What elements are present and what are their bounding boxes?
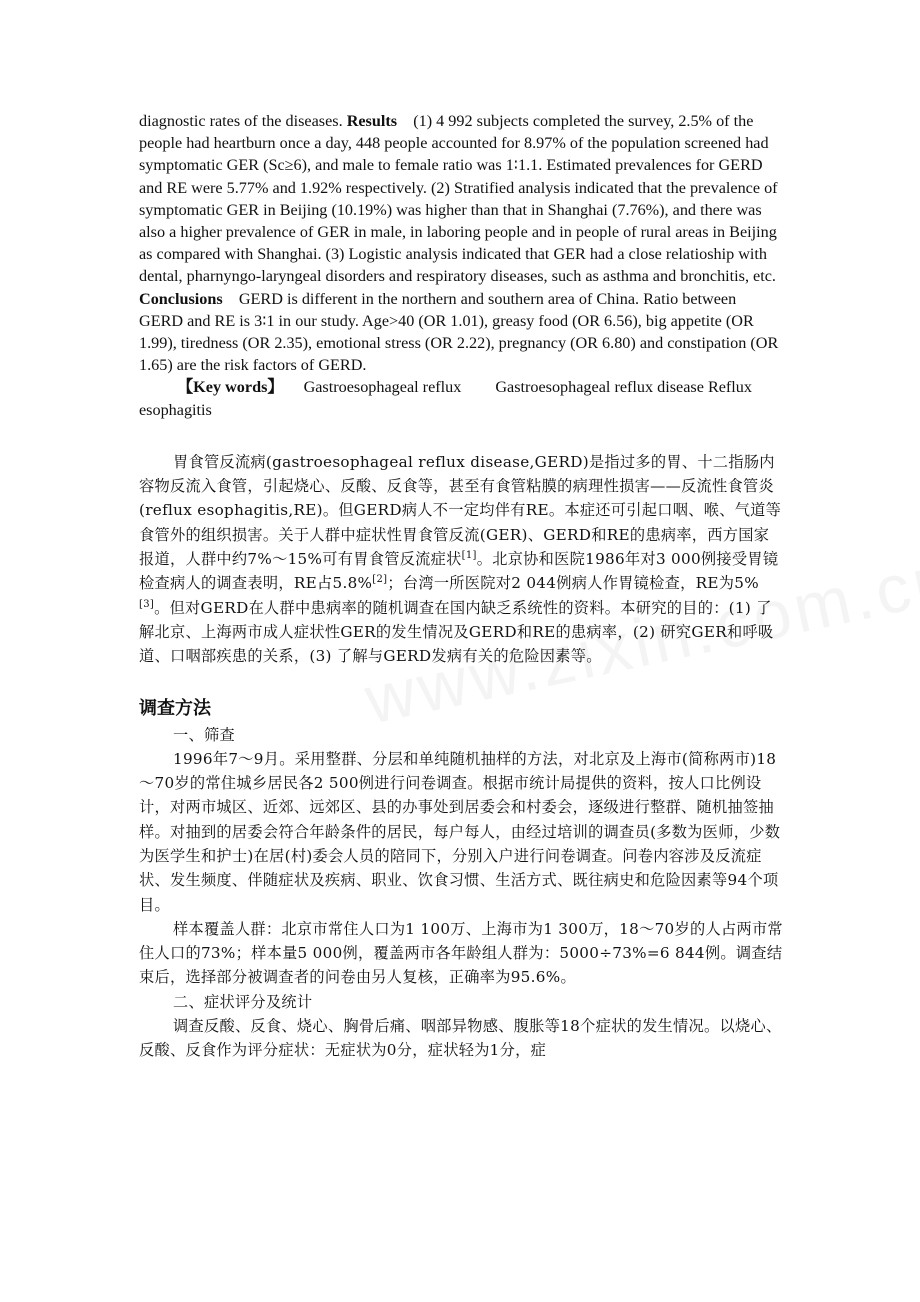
document-page	[139, 110, 784, 1063]
keywords-label: 【Key words】	[177, 378, 284, 397]
section-heading-methods: 调查方法	[139, 697, 211, 719]
citation-ref[interactable]: [2]	[372, 574, 388, 586]
conclusions-text: GERD is different in the northern and southern area of China. Ratio between GERD and RE is 3∶1 in our study. Age>40 (OR 1.01), greasy food (OR 6.56), big appetite (OR 1.99), tiredness (OR 2.35), emotional stress (OR 2.22), pregnancy (OR 6.80) and constipation (OR 1.65) are the risk factors of GERD.	[139, 289, 783, 375]
intro-text: 胃食管反流病(gastroesophageal reflux disease,GERD)是指过多的胃、十二指肠内容物反流入食管，引起烧心、反酸、反食等，甚至有食管粘膜的病理性损害——反流性食管炎(reflux esophagitis,RE)。但GERD病人不一定均伴有RE。本症还可引起口咽、喉、气道等食管外的组织损害。关于人群中症状性胃食管反流(GER)、GERD和RE的患病率，西方国家报道，人群中约7%～15%可有胃食管反流症状	[139, 452, 782, 569]
citation-ref[interactable]: [3]	[139, 598, 155, 610]
keyword-item: Reflux esophagitis	[139, 378, 752, 419]
keyword-item: Gastroesophageal reflux disease	[495, 378, 704, 397]
subsection-heading-screening: 一、筛查	[173, 725, 235, 744]
intro-text: ；台湾一所医院对2 044例病人作胃镜检查，RE为5%	[387, 574, 759, 593]
abstract-paragraph	[139, 110, 784, 376]
intro-text: 。北京协和医院1986年对3 000例接受胃镜检查病人的调查表明，RE占5.8%	[139, 550, 779, 593]
intro-text: 。但对GERD在人群中患病率的随机调查在国内缺乏系统性的资料。本研究的目的：(1) 了解北京、上海两市成人症状性GER的发生情况及GERD和RE的患病率，(2) 研究GER和呼吸道、口咽部疾患的关系，(3) 了解与GERD发病有关的危险因素等。	[139, 598, 774, 666]
methods-paragraph-scoring: 调查反酸、反食、烧心、胸骨后痛、咽部异物感、腹胀等18个症状的发生情况。以烧心、反酸、反食作为评分症状：无症状为0分，症状轻为1分，症	[139, 1017, 782, 1060]
keywords-paragraph	[139, 376, 784, 420]
results-label: Results	[346, 112, 398, 130]
intro-paragraph	[139, 450, 784, 669]
methods-paragraph-screening: 1996年7～9月。采用整群、分层和单纯随机抽样的方法，对北京及上海市(简称两市)18～70岁的常住城乡居民各2 500例进行问卷调查。根据市统计局提供的资料，按人口比例设计，对两市城区、近郊、远郊区、县的办事处到居委会和村委会，逐级进行整群、随机抽签抽样。对抽到的居委会符合年龄条件的居民，每户每人，由经过培训的调查员(多数为医师，少数为医学生和护士)在居(村)委会人员的陪同下，分别入户进行问卷调查。问卷内容涉及反流症状、发生频度、伴随症状及疾病、职业、饮食习惯、生活方式、既往病史和危险因素等94个项目。	[139, 749, 781, 914]
subsection-heading-scoring: 二、症状评分及统计	[173, 992, 313, 1011]
results-text: (1) 4 992 subjects completed the survey, 2.5% of the people had heartburn once a day, 448 people accounted for 8.97% of the population screened had symptomatic GER (Sc≥6), and male to female ratio was 1∶1.1. Estimated prevalences for GERD and RE were 5.77% and 1.92% respectively. (2) Stratified analysis indicated that the prevalence of symptomatic GER in Beijing (10.19%) was higher than that in Shanghai (7.76%), and there was also a higher prevalence of GER in male, in laboring people and in people of rural areas in Beijing as compared with Shanghai. (3) Logistic analysis indicated that GER had a close relatioship with dental, pharnyngo-laryngeal disorders and respiratory diseases, such as asthma and bronchitis, etc.	[139, 112, 782, 286]
conclusions-label: Conclusions	[139, 289, 223, 308]
citation-ref[interactable]: [1]	[461, 549, 477, 561]
methods-paragraph-sample: 样本覆盖人群：北京市常住人口为1 100万、上海市为1 300万，18～70岁的人占两市常住人口的73%；样本量5 000例，覆盖两市各年龄组人群为：5000÷73%=6 844例。调查结束后，选择部分被调查者的问卷由另人复核，正确率为95.6%。	[139, 919, 783, 987]
abstract-pre-results: diagnostic rates of the diseases.	[139, 112, 347, 130]
keyword-item: Gastroesophageal reflux	[303, 378, 462, 397]
